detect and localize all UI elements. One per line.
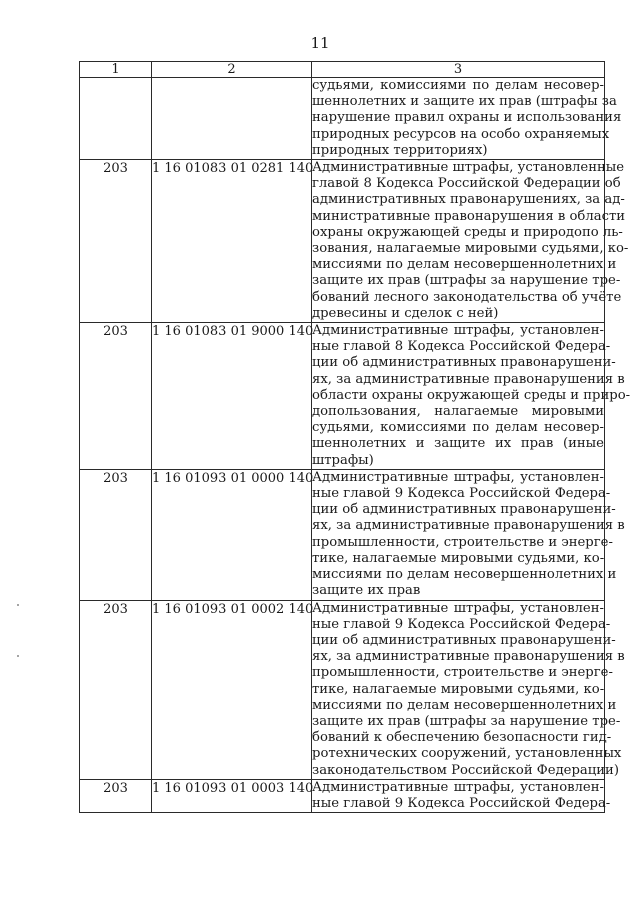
income-description-cell [312, 323, 631, 470]
budget-classification-code-cell: 1 16 01093 01 0003 140 [152, 779, 312, 812]
scan-speck [17, 604, 19, 606]
description-line: охраны окружающей среды и природопо ль- [312, 224, 623, 240]
description-line: ях, за административные правонарушения в [312, 649, 625, 665]
table-row [80, 779, 605, 812]
admin-code-cell: 203 [80, 600, 152, 779]
income-description-cell [312, 78, 622, 160]
table-row [80, 600, 605, 779]
description-line: Административные штрафы, установленные [312, 160, 625, 176]
income-description-cell [312, 600, 625, 779]
table-body [80, 62, 631, 813]
income-description-cell [312, 469, 625, 600]
description-line: промышленности, строительстве и энерге- [312, 665, 613, 681]
description-line: защите их прав (штрафы за нарушение тре- [312, 273, 621, 289]
budget-classification-code-cell: 1 16 01093 01 0000 140 [152, 469, 312, 600]
budget-classification-code-cell: 1 16 01083 01 0281 140 [152, 160, 312, 323]
description-line: защите их прав [312, 583, 421, 599]
description-line: защите их прав (штрафы за нарушение тре- [312, 713, 621, 729]
admin-code-cell: 203 [80, 160, 152, 323]
header-cell-3: 3 [312, 62, 605, 78]
description-line: Административные штрафы, установлен- [312, 469, 604, 485]
description-line: штрафы) [312, 452, 374, 468]
description-line: судьями, комиссиями по делам несовер- [312, 78, 604, 93]
table-row [80, 469, 605, 600]
description-line: ции об административных правонарушени- [312, 355, 616, 371]
description-line: миссиями по делам несовершеннолетних и [312, 697, 617, 713]
description-line: ные главой 9 Кодекса Российской Федера- [312, 795, 611, 811]
description-line: ротехнических сооружений, установленных [312, 746, 622, 762]
description-line: тике, налагаемые мировыми судьями, ко- [312, 681, 605, 697]
scan-speck [17, 655, 19, 657]
description-line: ные главой 9 Кодекса Российской Федера- [312, 616, 611, 632]
table-row [80, 160, 605, 323]
admin-code-cell: 203 [80, 323, 152, 470]
description-line: министративные правонарушения в области [312, 208, 626, 224]
description-line: бований лесного законодательства об учёте [312, 289, 622, 305]
description-line: ях, за административные правонарушения в [312, 518, 625, 534]
income-description-cell [312, 779, 611, 812]
description-line: миссиями по делам несовершеннолетних и [312, 567, 617, 583]
description-line: бований к обеспечению безопасности гид- [312, 730, 612, 746]
description-line: ции об административных правонарушени- [312, 502, 616, 518]
budget-classification-code-cell: 1 16 01093 01 0002 140 [152, 600, 312, 779]
budget-codes-table [79, 61, 631, 813]
description-line: промышленности, строительстве и энерге- [312, 534, 613, 550]
income-description-cell [312, 160, 629, 323]
description-line: природных ресурсов на особо охраняемых [312, 126, 610, 142]
description-line: нарушение правил охраны и использования [312, 110, 622, 126]
budget-classification-code-cell [152, 78, 312, 160]
description-line: главой 8 Кодекса Российской Федерации об [312, 176, 621, 192]
description-line: природных территориях) [312, 142, 488, 158]
description-line: миссиями по делам несовершеннолетних и [312, 257, 617, 273]
description-line: ные главой 9 Кодекса Российской Федера- [312, 486, 611, 502]
description-line: ции об административных правонарушени- [312, 632, 616, 648]
header-row [80, 62, 605, 78]
description-line: Административные штрафы, установлен- [312, 779, 604, 795]
description-line: зования, налагаемые мировыми судьями, ко- [312, 241, 629, 257]
description-line: ные главой 8 Кодекса Российской Федера- [312, 339, 611, 355]
description-line: административных правонарушениях, за ад- [312, 192, 625, 208]
description-line: древесины и сделок с ней) [312, 305, 499, 321]
table-row [80, 78, 605, 160]
admin-code-cell: 203 [80, 469, 152, 600]
description-line: ях, за административные правонарушения в [312, 371, 625, 387]
description-line: допользования, налагаемые мировыми [312, 404, 604, 420]
table-row [80, 323, 605, 470]
description-line: шеннолетних и защите их прав (штрафы за [312, 94, 617, 110]
description-line: Административные штрафы, установлен- [312, 600, 604, 616]
description-line: тике, налагаемые мировыми судьями, ко- [312, 550, 605, 566]
description-line: судьями, комиссиями по делам несовер- [312, 420, 604, 436]
description-line: области охраны окружающей среды и приро- [312, 387, 631, 403]
description-line: шеннолетних и защите их прав (иные [312, 436, 604, 452]
description-line: законодательством Российской Федерации) [312, 762, 619, 778]
description-line: Административные штрафы, установлен- [312, 323, 604, 339]
header-cell-2: 2 [152, 62, 312, 78]
budget-classification-code-cell: 1 16 01083 01 9000 140 [152, 323, 312, 470]
admin-code-cell [80, 78, 152, 160]
page-number: 11 [310, 34, 330, 52]
admin-code-cell: 203 [80, 779, 152, 812]
header-cell-1: 1 [80, 62, 152, 78]
